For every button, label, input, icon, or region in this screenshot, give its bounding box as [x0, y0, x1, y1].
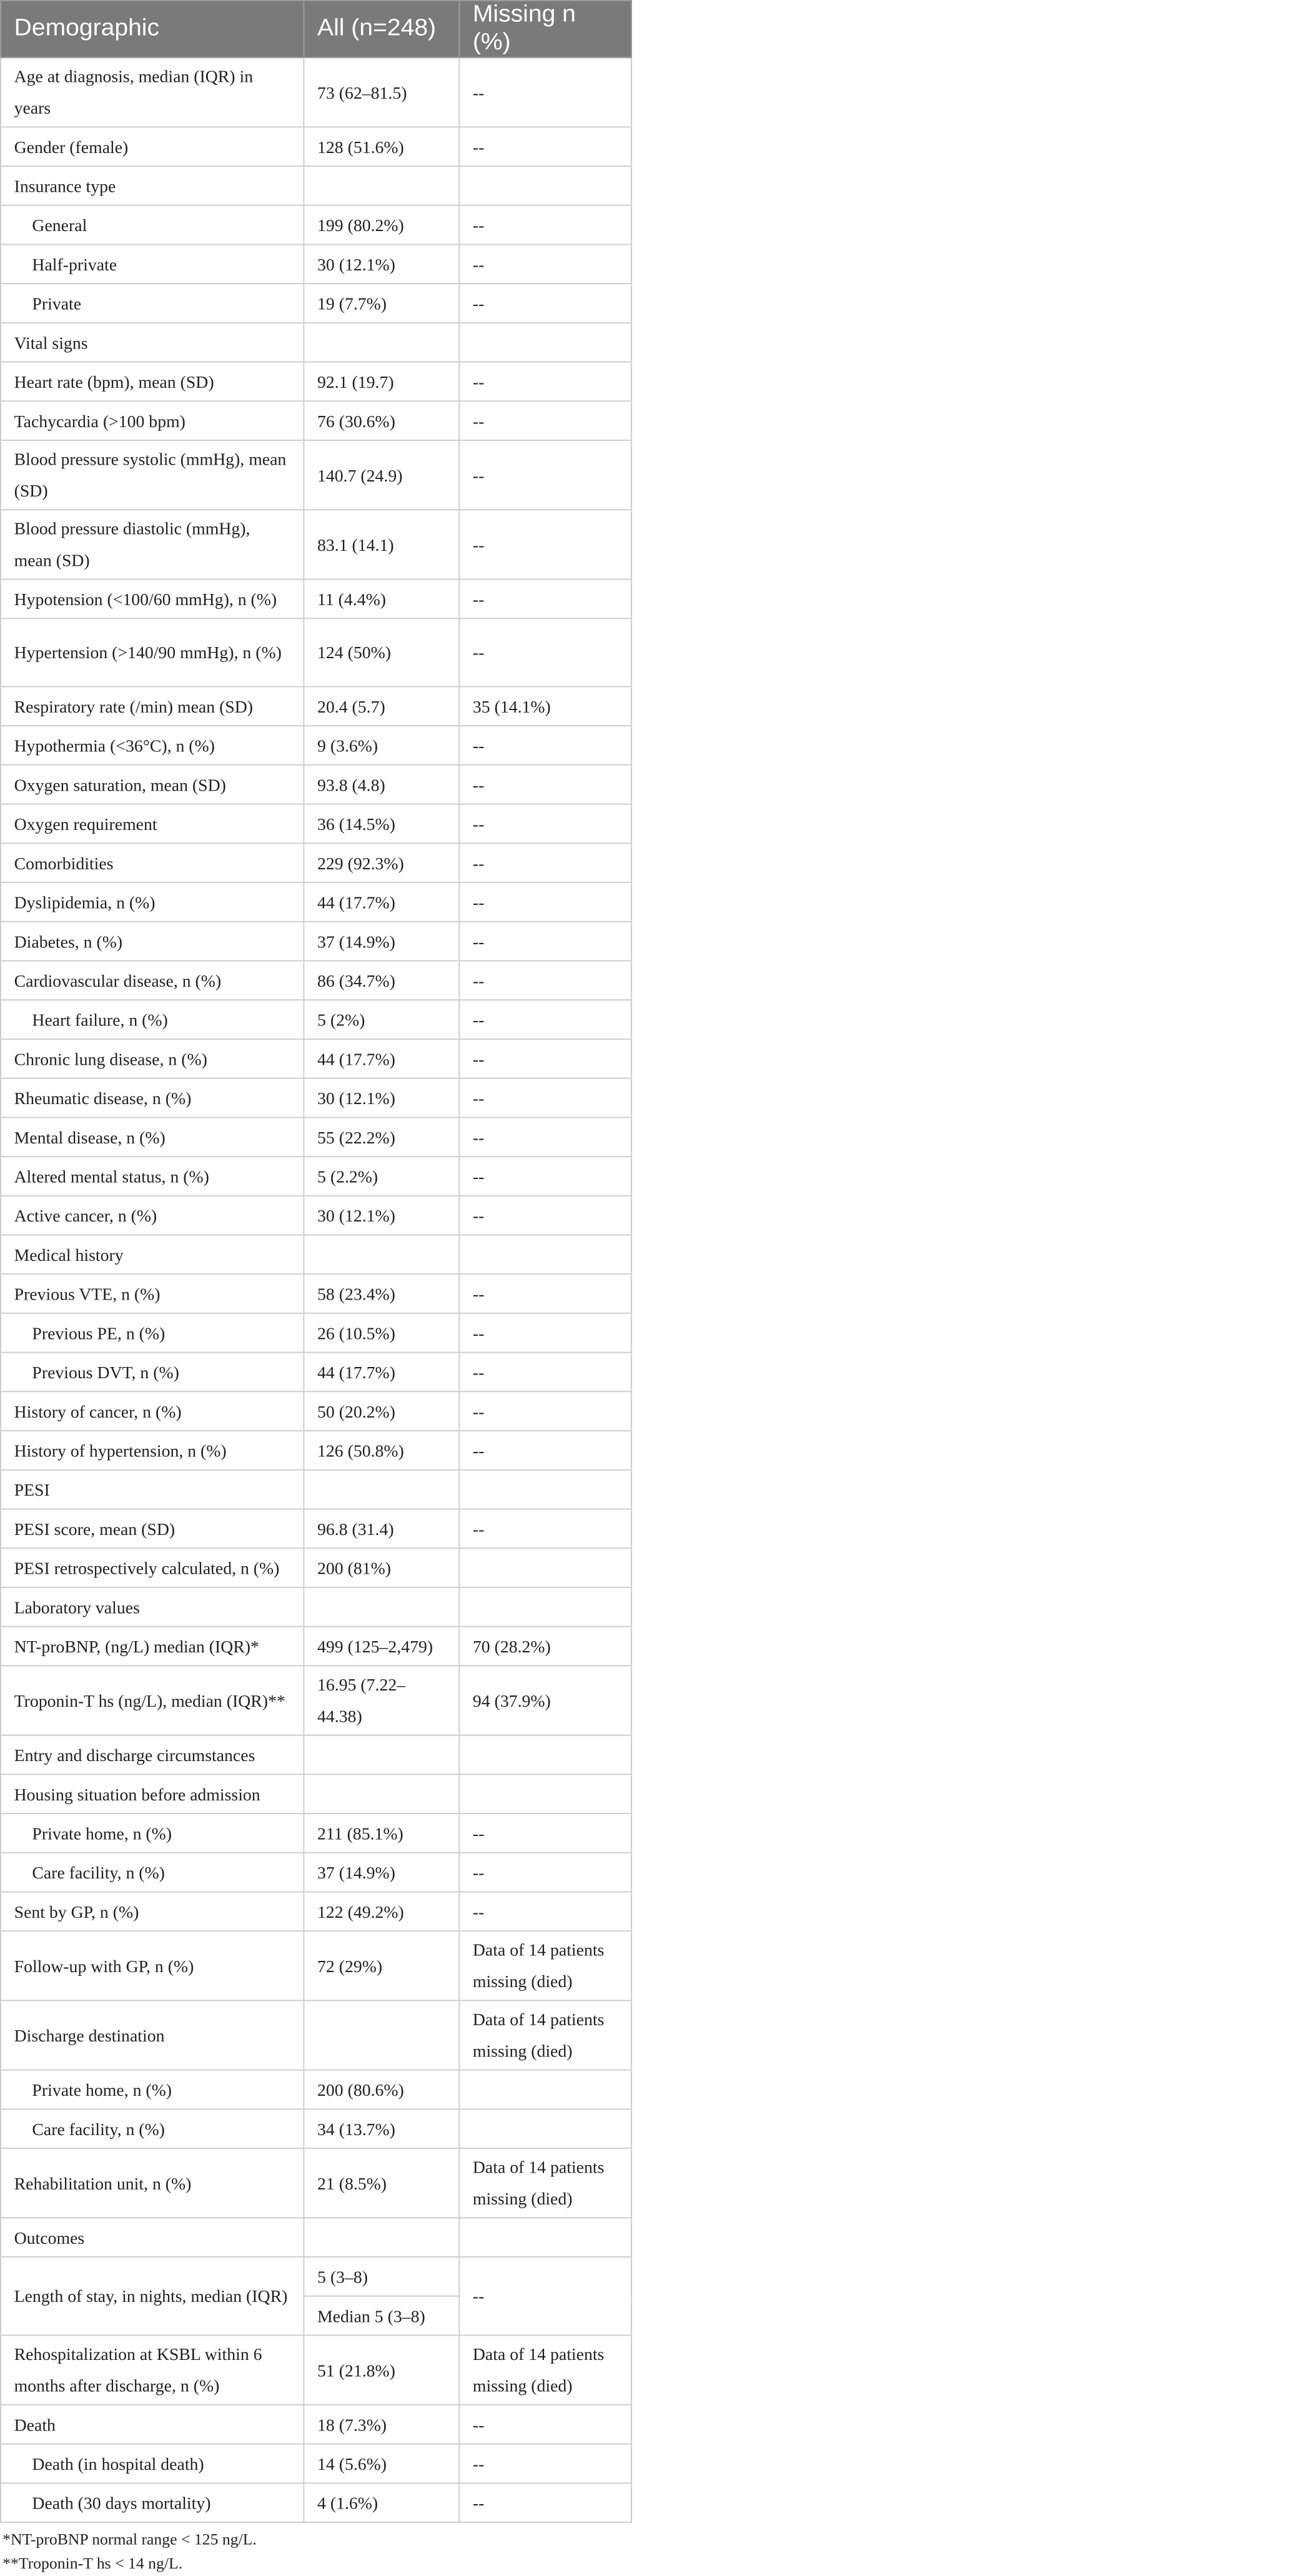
row-missing: Data of 14 patients missing (died) [459, 2336, 631, 2405]
table-row [1, 1470, 1291, 1509]
blank-cell [631, 1078, 1291, 1118]
table-row [1, 2000, 1291, 2070]
table-row [1, 2336, 1291, 2405]
row-all: 211 (85.1%) [304, 1814, 459, 1853]
row-missing [459, 1548, 631, 1587]
blank-cell [631, 687, 1291, 726]
row-label: Half-private [1, 244, 304, 284]
table-row [1, 1853, 1291, 1892]
footnotes [0, 2528, 1291, 2576]
blank-cell [631, 1931, 1291, 2000]
row-label: Troponin-T hs (ng/L), median (IQR)** [1, 1666, 304, 1735]
row-all: 44 (17.7%) [304, 1039, 459, 1078]
blank-cell [631, 580, 1291, 619]
row-all: 51 (21.8%) [304, 2336, 459, 2405]
table-row [1, 843, 1291, 882]
table-row [1, 2405, 1291, 2444]
blank-cell [631, 1470, 1291, 1509]
row-missing: -- [459, 2444, 631, 2483]
row-all: 73 (62–81.5) [304, 57, 459, 127]
table-row [1, 1157, 1291, 1196]
row-label: Death (30 days mortality) [1, 2483, 304, 2522]
row-label: Comorbidities [1, 843, 304, 882]
blank-cell [631, 1235, 1291, 1274]
row-missing: -- [459, 362, 631, 402]
table-row [1, 2148, 1291, 2218]
blank-cell [631, 1157, 1291, 1196]
row-all: 92.1 (19.7) [304, 362, 459, 402]
row-label: Blood pressure diastolic (mmHg), mean (SD) [1, 510, 304, 579]
table-row [1, 726, 1291, 765]
row-all: 199 (80.2%) [304, 205, 459, 245]
blank-cell [631, 57, 1291, 127]
blank-cell [631, 205, 1291, 245]
row-missing: -- [459, 1509, 631, 1548]
table-row [1, 687, 1291, 726]
row-missing: -- [459, 1353, 631, 1392]
row-label: History of cancer, n (%) [1, 1391, 304, 1431]
row-missing: Data of 14 patients missing (died) [459, 2000, 631, 2070]
row-missing: -- [459, 1313, 631, 1353]
table-body [1, 57, 1291, 2522]
table-row [1, 1353, 1291, 1392]
blank-cell [631, 244, 1291, 284]
table-row [1, 401, 1291, 440]
blank-cell [631, 440, 1291, 510]
table-row [1, 1000, 1291, 1039]
row-label: PESI retrospectively calculated, n (%) [1, 1548, 304, 1587]
row-missing: -- [459, 618, 631, 686]
table-row [1, 1627, 1291, 1666]
row-all: 50 (20.2%) [304, 1391, 459, 1431]
row-label: Blood pressure systolic (mmHg), mean (SD) [1, 440, 304, 510]
blank-cell [631, 1509, 1291, 1548]
row-missing: -- [459, 1000, 631, 1039]
row-missing: -- [459, 843, 631, 882]
row-label: Rheumatic disease, n (%) [1, 1078, 304, 1118]
row-missing: -- [459, 510, 631, 579]
row-label: Death (in hospital death) [1, 2444, 304, 2483]
blank-cell [631, 1117, 1291, 1157]
table-row [1, 765, 1291, 804]
row-label: General [1, 205, 304, 245]
row-label: Oxygen requirement [1, 804, 304, 844]
row-label: NT-proBNP, (ng/L) median (IQR)* [1, 1627, 304, 1666]
blank-cell [631, 166, 1291, 205]
row-missing: -- [459, 1814, 631, 1853]
row-missing: -- [459, 2405, 631, 2444]
row-label: Sent by GP, n (%) [1, 1892, 304, 1931]
row-missing [459, 2070, 631, 2110]
row-all: 16.95 (7.22–44.38) [304, 1666, 459, 1735]
row-missing [459, 1735, 631, 1775]
table-row [1, 1814, 1291, 1853]
row-label: Oxygen saturation, mean (SD) [1, 765, 304, 804]
row-label: Gender (female) [1, 127, 304, 166]
row-all: 14 (5.6%) [304, 2444, 459, 2483]
blank-cell [631, 1627, 1291, 1666]
table-row [1, 1735, 1291, 1775]
row-label: PESI score, mean (SD) [1, 1509, 304, 1548]
row-all: 5 (3–8) [304, 2257, 459, 2296]
table-row [1, 2444, 1291, 2483]
row-all: 4 (1.6%) [304, 2483, 459, 2522]
row-all [304, 1470, 459, 1509]
row-label: Altered mental status, n (%) [1, 1157, 304, 1196]
row-label: Medical history [1, 1235, 304, 1274]
header-missing: Missing n (%) [459, 1, 631, 57]
row-all: 37 (14.9%) [304, 922, 459, 961]
table-row [1, 1509, 1291, 1548]
blank-cell [631, 2000, 1291, 2070]
table-row [1, 804, 1291, 844]
table-row [1, 127, 1291, 166]
row-label: Previous PE, n (%) [1, 1313, 304, 1353]
blank-cell [631, 1313, 1291, 1353]
row-all [304, 323, 459, 362]
row-missing: -- [459, 127, 631, 166]
table-row [1, 960, 1291, 1000]
table-row [1, 882, 1291, 922]
row-missing: -- [459, 1391, 631, 1431]
table-row [1, 1892, 1291, 1931]
row-all: 76 (30.6%) [304, 401, 459, 440]
row-all: 200 (81%) [304, 1548, 459, 1587]
row-missing: -- [459, 1431, 631, 1470]
row-label: Death [1, 2405, 304, 2444]
row-label: Care facility, n (%) [1, 2109, 304, 2148]
table-row [1, 1235, 1291, 1274]
blank-cell [631, 1274, 1291, 1313]
blank-cell [631, 1431, 1291, 1470]
row-all: 21 (8.5%) [304, 2148, 459, 2218]
blank-cell [631, 362, 1291, 402]
footnote-troponin: **Troponin-T hs < 14 ng/L. [2, 2554, 183, 2572]
blank-cell [631, 922, 1291, 961]
row-label: Active cancer, n (%) [1, 1196, 304, 1235]
row-missing: -- [459, 1117, 631, 1157]
row-missing: -- [459, 726, 631, 765]
row-all: 44 (17.7%) [304, 882, 459, 922]
row-missing [459, 1235, 631, 1274]
row-all [304, 1587, 459, 1627]
blank-cell [631, 2218, 1291, 2257]
row-all [304, 1735, 459, 1775]
blank-cell [631, 843, 1291, 882]
row-all: 126 (50.8%) [304, 1431, 459, 1470]
row-missing: -- [459, 765, 631, 804]
row-all: 93.8 (4.8) [304, 765, 459, 804]
row-missing: -- [459, 804, 631, 844]
row-missing [459, 1587, 631, 1627]
row-all: 5 (2%) [304, 1000, 459, 1039]
row-all: 36 (14.5%) [304, 804, 459, 844]
row-label: Private home, n (%) [1, 1814, 304, 1853]
row-all: 37 (14.9%) [304, 1853, 459, 1892]
row-label: Heart failure, n (%) [1, 1000, 304, 1039]
table-row [1, 2483, 1291, 2522]
row-missing [459, 166, 631, 205]
row-all: 30 (12.1%) [304, 1078, 459, 1118]
row-all: 19 (7.7%) [304, 284, 459, 323]
row-missing [459, 1470, 631, 1509]
blank-cell [631, 1587, 1291, 1627]
blank-cell [631, 2405, 1291, 2444]
row-all [304, 1235, 459, 1274]
row-all: 140.7 (24.9) [304, 440, 459, 510]
blank-cell [631, 2483, 1291, 2522]
row-all: 20.4 (5.7) [304, 687, 459, 726]
row-label: Cardiovascular disease, n (%) [1, 960, 304, 1000]
row-missing [459, 2218, 631, 2257]
table-row [1, 1117, 1291, 1157]
row-missing: -- [459, 1157, 631, 1196]
header-all: All (n=248) [304, 1, 459, 57]
table-row [1, 1313, 1291, 1353]
table-row [1, 1774, 1291, 1814]
table-row [1, 1274, 1291, 1313]
row-label: Care facility, n (%) [1, 1853, 304, 1892]
row-label: Rehabilitation unit, n (%) [1, 2148, 304, 2218]
row-all: 72 (29%) [304, 1931, 459, 2000]
row-label: Dyslipidemia, n (%) [1, 882, 304, 922]
blank-cell [631, 1735, 1291, 1775]
row-all: 9 (3.6%) [304, 726, 459, 765]
row-all: 44 (17.7%) [304, 1353, 459, 1392]
row-all [304, 2000, 459, 2070]
row-all [304, 1774, 459, 1814]
blank-cell [631, 1196, 1291, 1235]
row-missing: -- [459, 2483, 631, 2522]
row-missing: -- [459, 205, 631, 245]
row-missing: -- [459, 401, 631, 440]
row-missing: -- [459, 922, 631, 961]
row-missing: -- [459, 57, 631, 127]
row-missing: -- [459, 1039, 631, 1078]
row-label: Hypotension (<100/60 mmHg), n (%) [1, 580, 304, 619]
table-row [1, 440, 1291, 510]
blank-cell [631, 882, 1291, 922]
row-label: Chronic lung disease, n (%) [1, 1039, 304, 1078]
blank-cell [631, 804, 1291, 844]
row-label: Entry and discharge circumstances [1, 1735, 304, 1775]
blank-cell [631, 1548, 1291, 1587]
header-demographic: Demographic [1, 1, 304, 57]
table-row [1, 618, 1291, 686]
row-missing [459, 1774, 631, 1814]
blank-cell [631, 765, 1291, 804]
blank-cell [631, 2257, 1291, 2335]
blank-cell [631, 1039, 1291, 1078]
row-label: History of hypertension, n (%) [1, 1431, 304, 1470]
row-missing: Data of 14 patients missing (died) [459, 1931, 631, 2000]
row-missing: -- [459, 1892, 631, 1931]
row-label: Laboratory values [1, 1587, 304, 1627]
table-row [1, 1039, 1291, 1078]
row-all: 499 (125–2,479) [304, 1627, 459, 1666]
table-row [1, 2070, 1291, 2110]
row-label: Housing situation before admission [1, 1774, 304, 1814]
blank-cell [631, 1391, 1291, 1431]
row-all [304, 2218, 459, 2257]
row-all: 30 (12.1%) [304, 244, 459, 284]
row-label: Follow-up with GP, n (%) [1, 1931, 304, 2000]
table-row [1, 284, 1291, 323]
row-missing: -- [459, 580, 631, 619]
row-missing: 94 (37.9%) [459, 1666, 631, 1735]
row-missing [459, 323, 631, 362]
row-all: 83.1 (14.1) [304, 510, 459, 579]
row-all: 55 (22.2%) [304, 1117, 459, 1157]
row-missing: -- [459, 960, 631, 1000]
row-all: 229 (92.3%) [304, 843, 459, 882]
table-row [1, 362, 1291, 402]
row-missing [459, 2109, 631, 2148]
table-row [1, 510, 1291, 579]
row-missing: -- [459, 882, 631, 922]
row-label: Previous DVT, n (%) [1, 1353, 304, 1392]
row-label: PESI [1, 1470, 304, 1509]
row-all: 26 (10.5%) [304, 1313, 459, 1353]
table-row [1, 244, 1291, 284]
row-all: 200 (80.6%) [304, 2070, 459, 2110]
row-missing: 70 (28.2%) [459, 1627, 631, 1666]
table-row [1, 922, 1291, 961]
row-all [304, 166, 459, 205]
row-label: Respiratory rate (/min) mean (SD) [1, 687, 304, 726]
blank-cell [631, 2070, 1291, 2110]
table-row [1, 2257, 1291, 2296]
table-row [1, 205, 1291, 245]
row-missing: -- [459, 1078, 631, 1118]
blank-cell [631, 2336, 1291, 2405]
row-label: Discharge destination [1, 2000, 304, 2070]
blank-cell [631, 284, 1291, 323]
row-missing: -- [459, 284, 631, 323]
row-all: 96.8 (31.4) [304, 1509, 459, 1548]
table-row [1, 57, 1291, 127]
row-missing: -- [459, 440, 631, 510]
blank-cell [631, 1814, 1291, 1853]
row-all: 34 (13.7%) [304, 2109, 459, 2148]
blank-cell [631, 1666, 1291, 1735]
table-row [1, 166, 1291, 205]
row-label: Private [1, 284, 304, 323]
blank-cell [631, 323, 1291, 362]
row-missing: 35 (14.1%) [459, 687, 631, 726]
row-label: Diabetes, n (%) [1, 922, 304, 961]
blank-cell [631, 127, 1291, 166]
row-missing: Data of 14 patients missing (died) [459, 2148, 631, 2218]
row-missing: -- [459, 2257, 631, 2335]
blank-cell [631, 618, 1291, 686]
row-label: Hypertension (>140/90 mmHg), n (%) [1, 618, 304, 686]
row-all: 86 (34.7%) [304, 960, 459, 1000]
row-label: Heart rate (bpm), mean (SD) [1, 362, 304, 402]
blank-cell [631, 2109, 1291, 2148]
row-all: 122 (49.2%) [304, 1892, 459, 1931]
row-label: Hypothermia (<36°C), n (%) [1, 726, 304, 765]
blank-cell [631, 2444, 1291, 2483]
row-missing: -- [459, 1196, 631, 1235]
blank-cell [631, 726, 1291, 765]
row-label: Length of stay, in nights, median (IQR) [1, 2257, 304, 2335]
row-label: Rehospitalization at KSBL within 6 months after discharge, n (%) [1, 2336, 304, 2405]
row-missing: -- [459, 1853, 631, 1892]
table-row [1, 1931, 1291, 2000]
table-row [1, 1391, 1291, 1431]
table-row [1, 1196, 1291, 1235]
row-label: Vital signs [1, 323, 304, 362]
table-row [1, 2218, 1291, 2257]
row-all: 128 (51.6%) [304, 127, 459, 166]
table-row [1, 1666, 1291, 1735]
row-all: 5 (2.2%) [304, 1157, 459, 1196]
blank-cell [631, 2148, 1291, 2218]
table-row [1, 2109, 1291, 2148]
blank-cell [631, 401, 1291, 440]
row-all-secondary: Median 5 (3–8) [304, 2296, 459, 2336]
row-all: 58 (23.4%) [304, 1274, 459, 1313]
blank-cell [631, 1774, 1291, 1814]
row-all: 30 (12.1%) [304, 1196, 459, 1235]
table-row [1, 323, 1291, 362]
row-missing: -- [459, 1274, 631, 1313]
table-row [1, 1078, 1291, 1118]
row-all: 18 (7.3%) [304, 2405, 459, 2444]
blank-cell [631, 1853, 1291, 1892]
blank-cell [631, 510, 1291, 579]
blank-area [631, 1, 1291, 57]
table-row [1, 1431, 1291, 1470]
row-label: Insurance type [1, 166, 304, 205]
table-row [1, 1548, 1291, 1587]
row-label: Age at diagnosis, median (IQR) in years [1, 57, 304, 127]
row-missing: -- [459, 244, 631, 284]
blank-cell [631, 1000, 1291, 1039]
row-label: Outcomes [1, 2218, 304, 2257]
table-row [1, 580, 1291, 619]
footnote-ntprobnp: *NT-proBNP normal range < 125 ng/L. [2, 2530, 257, 2549]
blank-cell [631, 960, 1291, 1000]
row-all: 124 (50%) [304, 618, 459, 686]
table-header-row [1, 1, 1291, 57]
row-label: Tachycardia (>100 bpm) [1, 401, 304, 440]
row-label: Private home, n (%) [1, 2070, 304, 2110]
row-label: Mental disease, n (%) [1, 1117, 304, 1157]
table-row [1, 1587, 1291, 1627]
blank-cell [631, 1353, 1291, 1392]
row-label: Previous VTE, n (%) [1, 1274, 304, 1313]
row-all: 11 (4.4%) [304, 580, 459, 619]
blank-cell [631, 1892, 1291, 1931]
